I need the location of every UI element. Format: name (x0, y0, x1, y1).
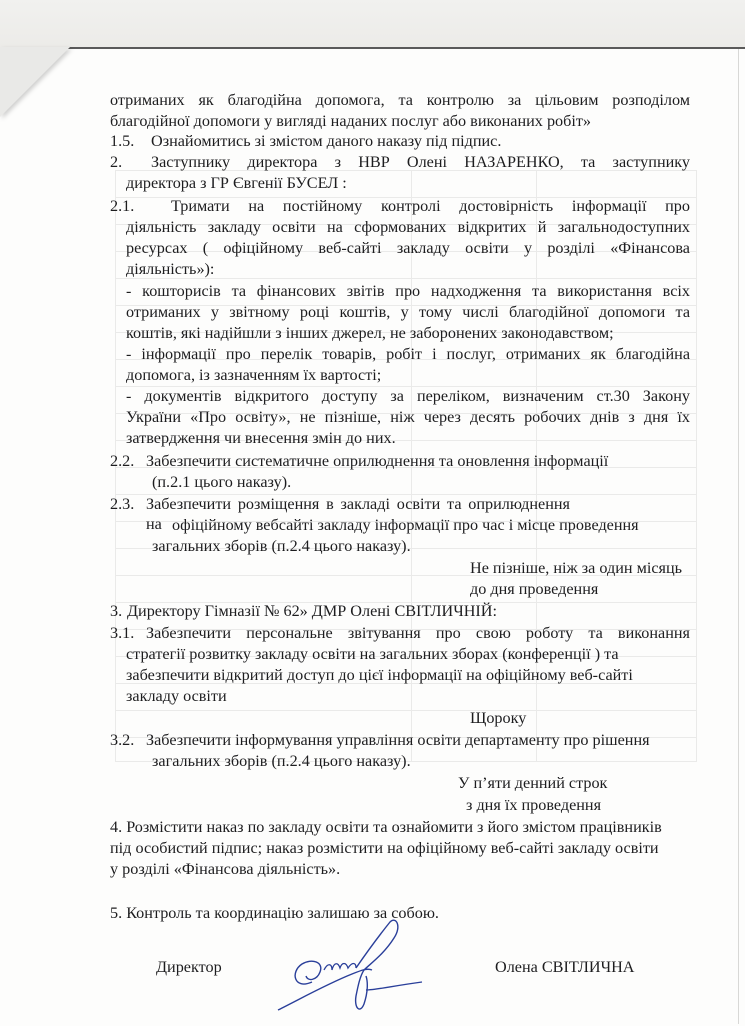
text-line: 5. Контроль та координацію залишаю за собою. (110, 904, 439, 922)
text-line: отриманих як благодійна допомога, та контролю за цільовим розподілом (110, 91, 690, 109)
item-number: 1.5. (110, 132, 135, 150)
text-line: ресурсах ( офіційному веб-сайті закладу освіти у розділі «Фінансова (126, 239, 690, 257)
text-line: - кошторисів та фінансових звітів про надходження та використання всіх (126, 282, 690, 300)
deadline-text: з дня їх проведення (466, 796, 602, 814)
deadline-text: Щороку (470, 709, 527, 727)
text-line: благодійної допомоги у вигляді наданих послуг або виконаних робіт» (110, 112, 592, 130)
text-line: - інформації про перелік товарів, робіт і послуг, отриманих як благодійна (126, 345, 690, 363)
text-line: Забезпечити персональне звітування про свою роботу та виконання (146, 624, 690, 642)
text-line: Ознайомитись зі змістом даного наказу під підпис. (151, 132, 502, 150)
page-edge (738, 49, 739, 1024)
text-line: затвердження чи внесення змін до них. (126, 429, 396, 447)
item-number: 2. (110, 153, 123, 171)
text-line: офіційному вебсайті закладу інформації про час і місце проведення (172, 516, 639, 534)
text-line: стратегії розвитку закладу освіти на загальних зборах (конференції ) та (126, 645, 619, 663)
item-number: 2.1. (110, 197, 135, 215)
deadline-text: до дня проведення (470, 580, 599, 598)
text-line: Заступнику директора з НВР Олені НАЗАРЕНКО, та заступнику (151, 153, 690, 171)
item-number: 2.2. (110, 452, 135, 470)
scanner-background (0, 0, 745, 48)
text-line: - документів відкритого доступу за переліком, визначеним ст.30 Закону (126, 387, 690, 405)
deadline-text: У п’яти денний строк (458, 774, 608, 792)
text-line: під особистий підпис; наказ розмістити на офіційному веб-сайті закладу освіти (110, 839, 659, 857)
text-line: Забезпечити систематичне оприлюднення та оновлення інформації (146, 452, 609, 470)
folded-corner (0, 47, 70, 117)
text-line: отриманих у звітному році коштів, у тому числі благодійної допомоги та (126, 303, 690, 321)
text-line: (п.2.1 цього наказу). (152, 473, 292, 491)
item-number: 3. (110, 602, 123, 620)
text-line: допомога, із зазначенням їх вартості; (126, 366, 382, 384)
signatory-name: Олена СВІТЛИЧНА (495, 958, 635, 976)
text-line: у розділі «Фінансова діяльність». (110, 860, 341, 878)
text-line: закладу освіти (126, 687, 227, 705)
text-line: України «Про освіту», не пізніше, ніж через десять робочих днів з дня їх (126, 408, 690, 426)
signatory-position: Директор (156, 958, 222, 976)
text-line: Забезпечити розміщення в закладі освіти та оприлюднення на (146, 495, 570, 533)
text-line: директора з ГР Євгенії БУСЕЛ : (126, 174, 347, 192)
item-number: 3.2. (110, 731, 135, 749)
text-line: Забезпечити інформування управління освіти департаменту про рішення (146, 731, 650, 749)
text-line: Тримати на постійному контролі достовірність інформації про (171, 197, 690, 215)
text-line: коштів, які надійшли з інших джерел, не заборонених законодавством; (126, 324, 614, 342)
deadline-text: Не пізніше, ніж за один місяць (470, 559, 683, 577)
text-line: діяльність закладу освіти на сформованих відкритих й загальнодоступних (126, 218, 690, 236)
text-line: забезпечити відкритий доступ до цієї інформації на офіційному веб-сайті (126, 666, 633, 684)
item-number: 2.3. (110, 495, 135, 513)
text-line: 4. Розмістити наказ по закладу освіти та ознайомити з його змістом працівників (110, 818, 662, 836)
handwritten-signature (272, 912, 432, 1017)
text-line: загальних зборів (п.2.4 цього наказу). (152, 537, 411, 555)
item-number: 3.1. (110, 624, 135, 642)
text-line: загальних зборів (п.2.4 цього наказу). (152, 752, 411, 770)
text-line: Директору Гімназії № 62» ДМР Олені СВІТЛИЧНІЙ: (127, 602, 497, 620)
text-line: діяльність»): (126, 260, 215, 278)
